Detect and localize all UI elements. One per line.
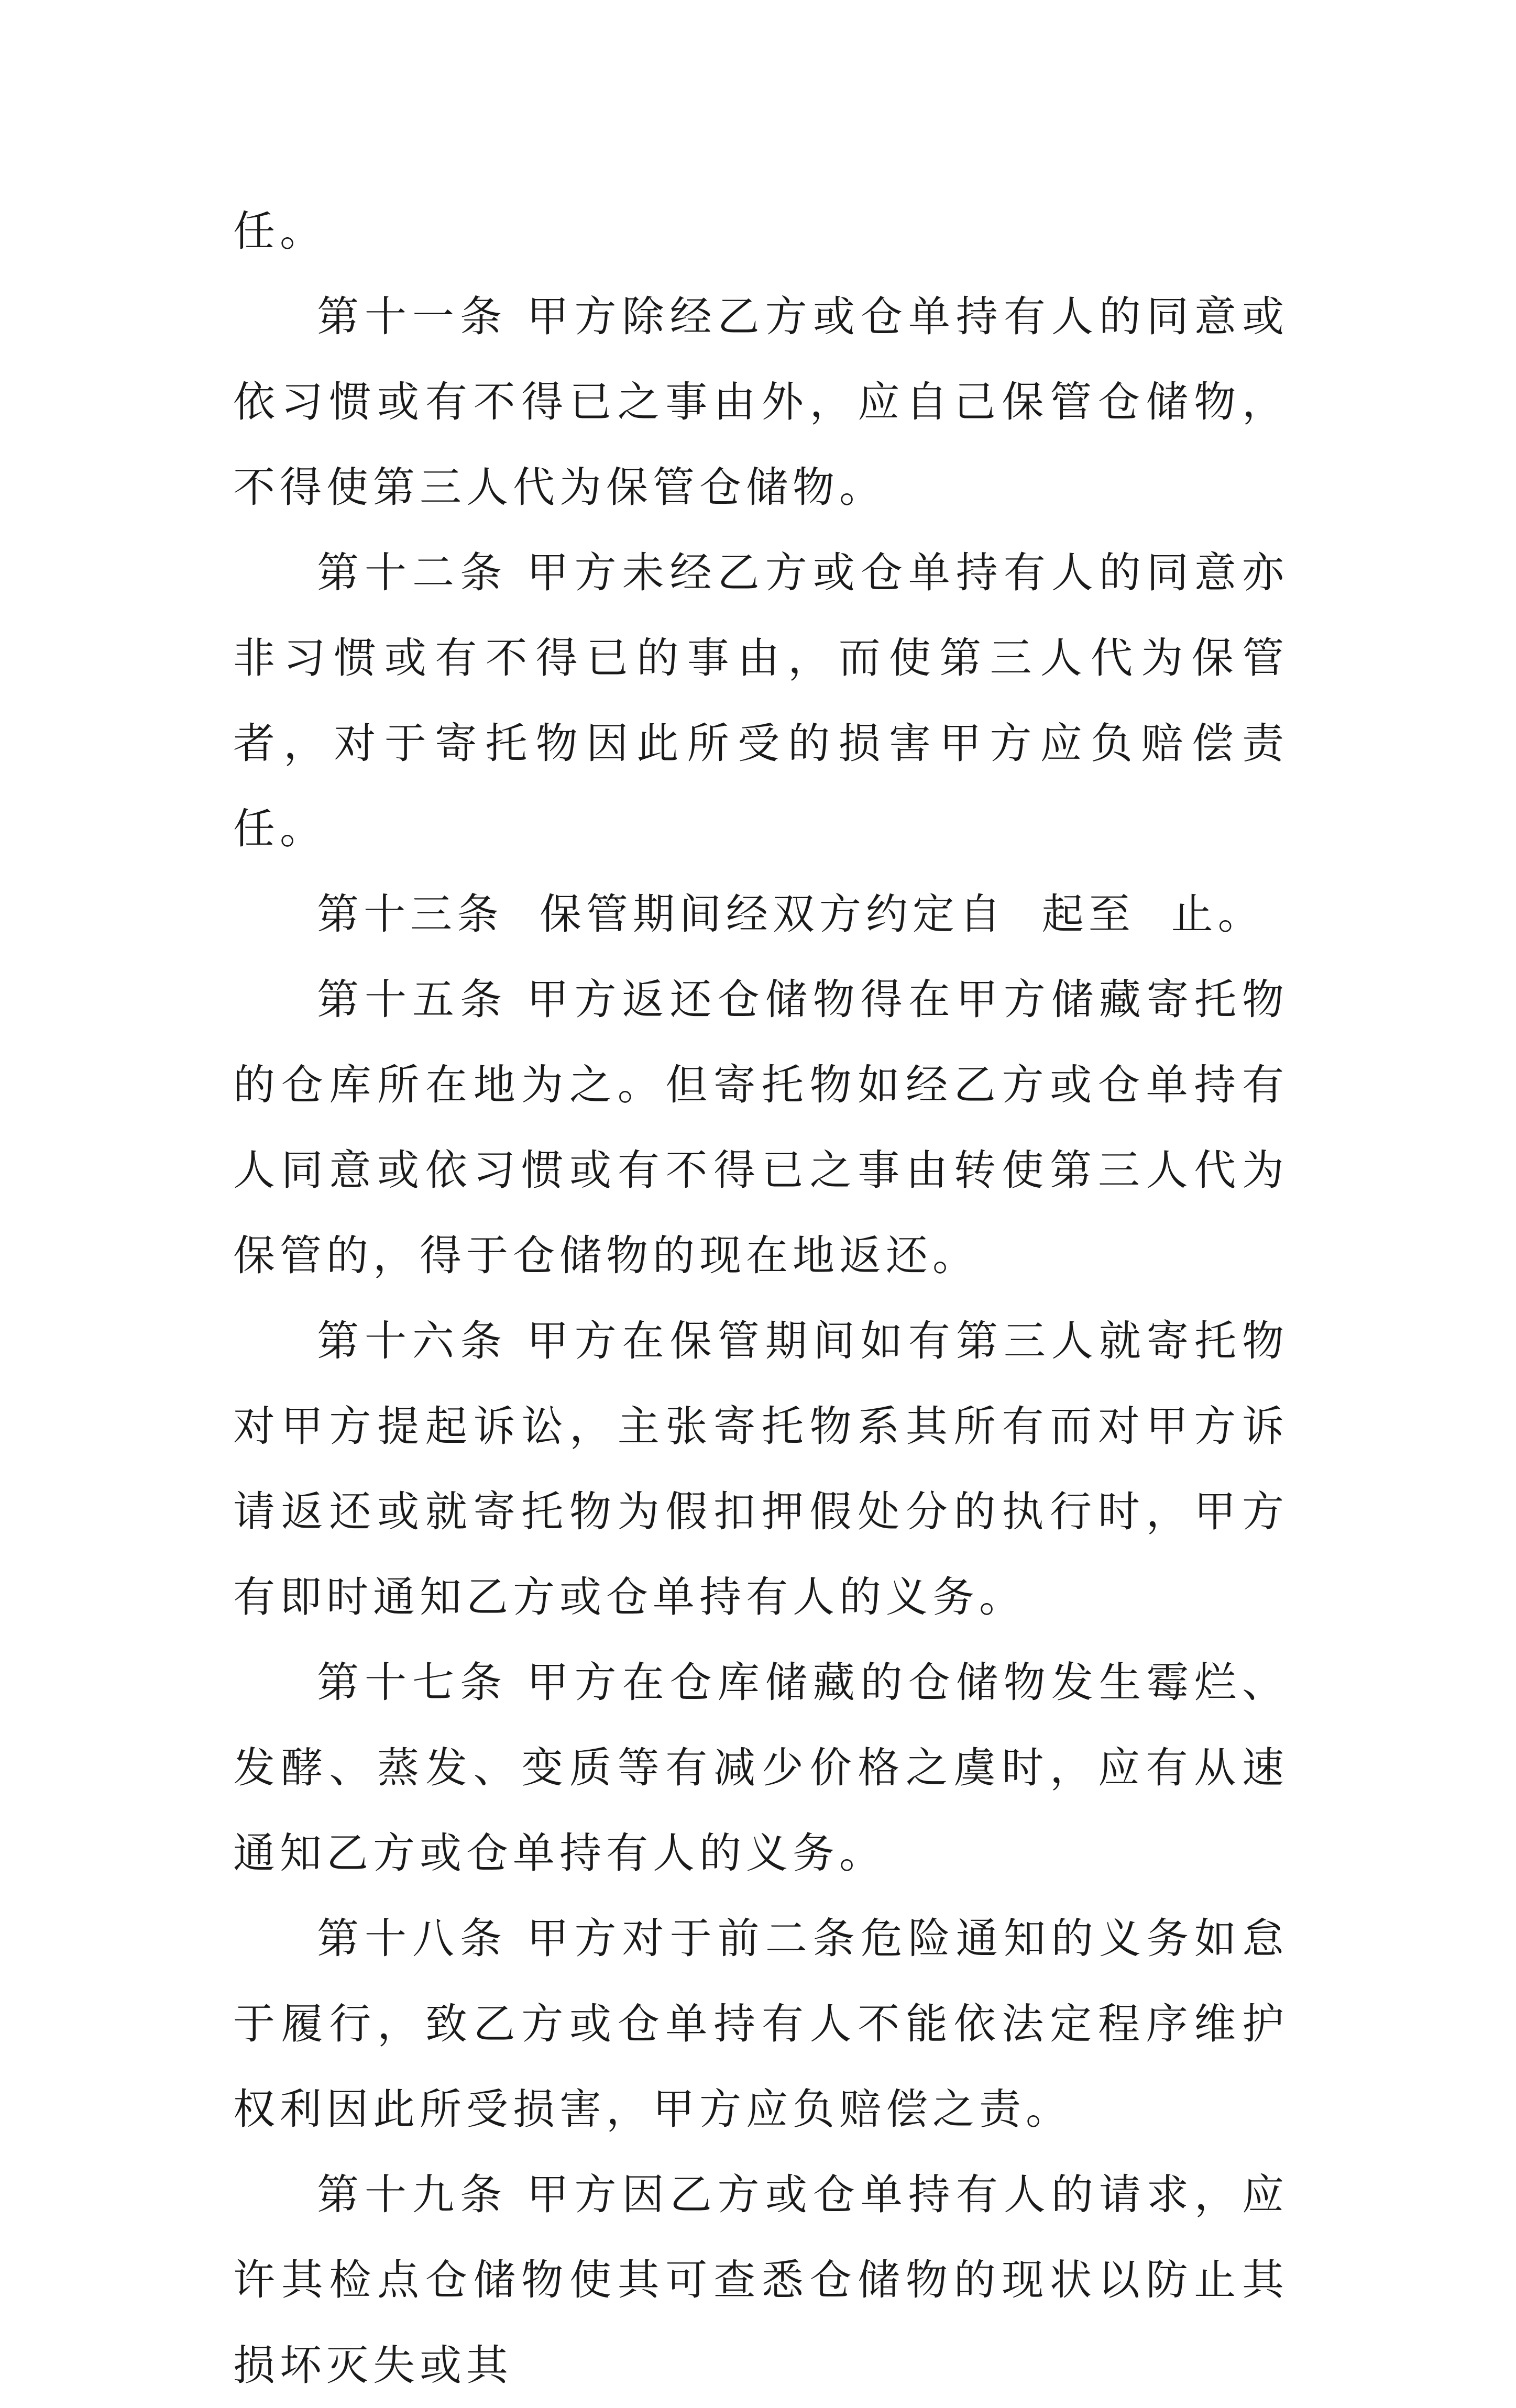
paragraph-article-18: 第十八条 甲方对于前二条危险通知的义务如怠于履行，致乙方或仓单持有人不能依法定程序维护权利因此所受损害，甲方应负赔偿之责。 xyxy=(233,1914,1289,2134)
paragraph-article-16: 第十六条 甲方在保管期间如有第三人就寄托物对甲方提起诉讼，主张寄托物系其所有而对甲方诉请返还或就寄托物为假扣押假处分的执行时，甲方有即时通知乙方或仓单持有人的义务。 xyxy=(233,1317,1289,1621)
paragraph-article-15: 第十五条 甲方返还仓储物得在甲方储藏寄托物的仓库所在地为之。但寄托物如经乙方或仓单持有人同意或依习惯或有不得已之事由转使第三人代为保管的，得于仓储物的现在地返还。 xyxy=(233,975,1289,1280)
paragraph-article-13: 第十三条 保管期间经双方约定自 起至 止。 xyxy=(317,890,1265,938)
paragraph-continuation: 任。 xyxy=(233,207,326,256)
paragraph-article-19: 第十九条 甲方因乙方或仓单持有人的请求，应许其检点仓储物使其可查悉仓储物的现状以防止其损坏灭失或其 xyxy=(233,2170,1289,2390)
paragraph-article-12: 第十二条 甲方未经乙方或仓单持有人的同意亦非习惯或有不得已的事由，而使第三人代为保管者，对于寄托物因此所受的损害甲方应负赔偿责任。 xyxy=(233,548,1289,853)
paragraph-article-17: 第十七条 甲方在仓库储藏的仓储物发生霉烂、发酵、蒸发、变质等有减少价格之虞时，应有从速通知乙方或仓单持有人的义务。 xyxy=(233,1658,1289,1877)
document-body xyxy=(233,189,1289,2408)
paragraph-article-11: 第十一条 甲方除经乙方或仓单持有人的同意或依习惯或有不得已之事由外，应自己保管仓储物，不得使第三人代为保管仓储物。 xyxy=(233,292,1289,512)
